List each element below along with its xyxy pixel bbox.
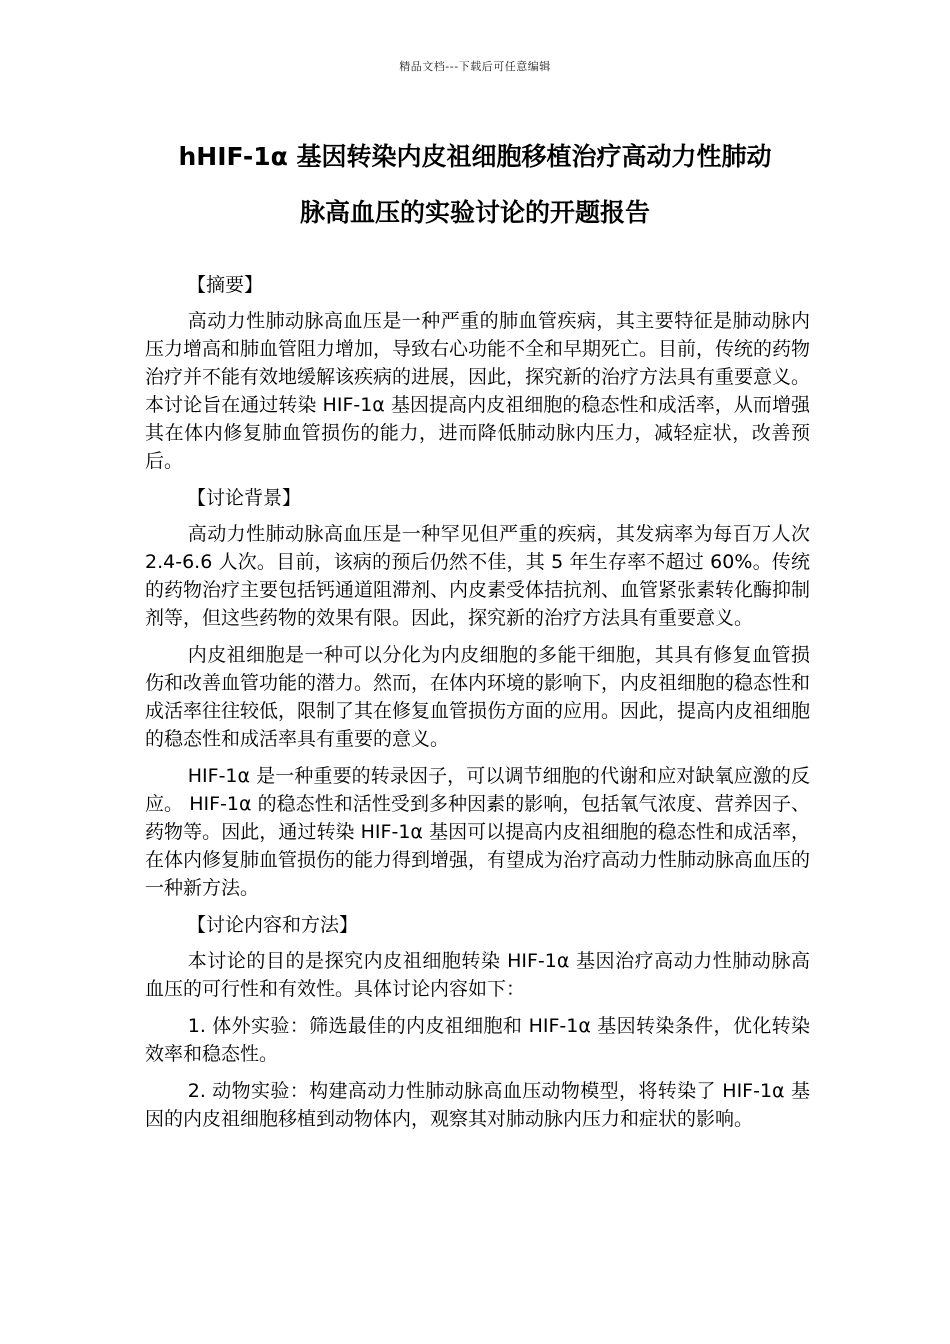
page-header: 精品文档---下载后可任意编辑 (399, 60, 551, 73)
abstract-heading: 【摘要】 (187, 274, 264, 296)
methods-item-animal: 2. 动物实验：构建高动力性肺动脉高血压动物模型，将转染了 HIF-1α 基因的内皮祖细胞移植到动物体内，观察其对肺动脉内压力和症状的影响。 (145, 1080, 810, 1130)
methods-heading: 【讨论内容和方法】 (187, 914, 359, 936)
document-title-line-1: hHIF-1α 基因转染内皮祖细胞移植治疗高动力性肺动 (178, 142, 772, 171)
methods-paragraph-intro: 本讨论的目的是探究内皮祖细胞转染 HIF-1α 基因治疗高动力性肺动脉高血压的可行性和有效性。具体讨论内容如下： (145, 950, 810, 1000)
background-paragraph-2: 内皮祖细胞是一种可以分化为内皮细胞的多能干细胞，其具有修复血管损伤和改善血管功能的潜力。然而，在体内环境的影响下，内皮祖细胞的稳态性和成活率往往较低，限制了其在修复血管损伤方面的应用。因此，提高内皮祖细胞的稳态性和成活率具有重要的意义。 (145, 644, 811, 750)
document-body (145, 271, 810, 1142)
abstract-paragraph: 高动力性肺动脉高血压是一种严重的肺血管疾病，其主要特征是肺动脉内压力增高和肺血管阻力增加，导致右心功能不全和早期死亡。目前，传统的药物治疗并不能有效地缓解该疾病的进展，因此，探究新的治疗方法具有重要意义。本讨论旨在通过转染 HIF-1α 基因提高内皮祖细胞的稳态性和成活率，从而增强其在体内修复肺血管损伤的能力，进而降低肺动脉内压力，减轻症状，改善预后。 (145, 310, 811, 472)
background-paragraph-3: HIF-1α 是一种重要的转录因子，可以调节细胞的代谢和应对缺氧应激的反应。 HIF-1α 的稳态性和活性受到多种因素的影响，包括氧气浓度、营养因子、药物等。因此，通过转染 HIF-1α 基因可以提高内皮祖细胞的稳态性和成活率，在体内修复肺血管损伤的能力得到增强，有望成为治疗高动力性肺动脉高血压的一种新方法。 (145, 765, 811, 899)
methods-item-in-vitro: 1. 体外实验：筛选最佳的内皮祖细胞和 HIF-1α 基因转染条件，优化转染效率和稳态性。 (145, 1015, 810, 1065)
background-paragraph-1: 高动力性肺动脉高血压是一种罕见但严重的疾病，其发病率为每百万人次 2.4-6.6 人次。目前，该病的预后仍然不佳，其 5 年生存率不超过 60%。传统的药物治疗主要包括钙通道阻滞剂、内皮素受体拮抗剂、血管紧张素转化酶抑制剂等，但这些药物的效果有限。因此，探究新的治疗方法具有重要意义。 (145, 523, 811, 629)
document-title-line-2: 脉高血压的实验讨论的开题报告 (299, 198, 650, 227)
background-heading: 【讨论背景】 (187, 487, 302, 509)
